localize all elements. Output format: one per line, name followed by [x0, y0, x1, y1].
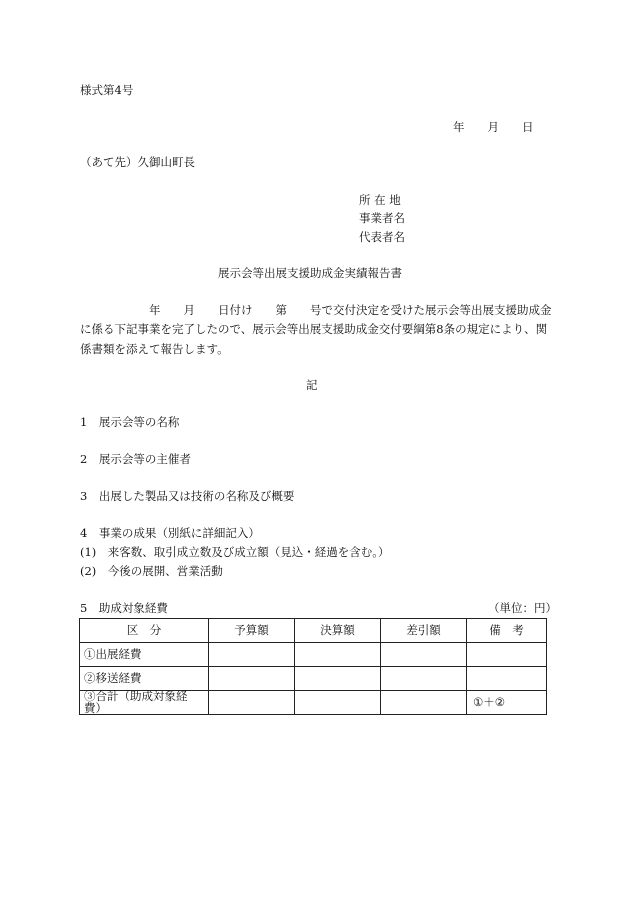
header-budget: 予算額 — [209, 619, 295, 643]
item-4-sub-2: (2) 今後の展開、営業活動 — [80, 564, 223, 578]
body-line-2: に係る下記事業を完了したので、展示会等出展支援助成金交付要綱第8条の規定により、関 — [80, 322, 548, 336]
document-title: 展示会等出展支援助成金実績報告書 — [218, 266, 402, 280]
item-1: 1 展示会等の名称 — [80, 415, 180, 429]
cell-budget — [209, 667, 295, 691]
row-label-total: ③合計（助成対象経費） — [80, 691, 209, 715]
table-row — [80, 691, 547, 715]
expense-table — [79, 618, 547, 715]
header-difference: 差引額 — [381, 619, 467, 643]
item-2: 2 展示会等の主催者 — [80, 452, 191, 466]
cell-difference — [381, 691, 467, 715]
table-header-row — [80, 619, 547, 643]
table-row — [80, 643, 547, 667]
body-line-1: 年 月 日付け 第 号で交付決定を受けた展示会等出展支援助成金 — [80, 303, 552, 317]
representative-label: 代表者名 — [359, 230, 405, 244]
row-label-exhibition: ①出展経費 — [80, 643, 209, 667]
cell-budget — [209, 691, 295, 715]
row-label-transport: ②移送経費 — [80, 667, 209, 691]
header-remarks: 備 考 — [467, 619, 547, 643]
item-3: 3 出展した製品又は技術の名称及び概要 — [80, 489, 295, 503]
cell-settlement — [295, 667, 381, 691]
header-settlement: 決算額 — [295, 619, 381, 643]
item-5: 5 助成対象経費 — [80, 601, 168, 615]
date-line: 年 月 日 — [453, 120, 534, 134]
cell-budget — [209, 643, 295, 667]
unit-label: （単位：円） — [488, 601, 557, 615]
cell-difference — [381, 667, 467, 691]
body-line-3: 係書類を添えて報告します。 — [80, 342, 229, 356]
cell-settlement — [295, 643, 381, 667]
header-category: 区 分 — [80, 619, 209, 643]
cell-remarks — [467, 667, 547, 691]
addressee: （あて先）久御山町長 — [80, 155, 195, 169]
table-row — [80, 667, 547, 691]
address-label: 所 在 地 — [359, 193, 401, 207]
cell-remarks-total: ①＋② — [467, 691, 547, 715]
item-4-sub-1: (1) 来客数、取引成立数及び成立額（見込・経過を含む。） — [80, 545, 390, 559]
cell-difference — [381, 643, 467, 667]
form-number: 様式第4号 — [80, 83, 134, 97]
cell-remarks — [467, 643, 547, 667]
company-name-label: 事業者名 — [359, 211, 405, 225]
item-4: 4 事業の成果（別紙に詳細記入） — [80, 526, 260, 540]
cell-settlement — [295, 691, 381, 715]
ki-heading: 記 — [306, 378, 318, 392]
